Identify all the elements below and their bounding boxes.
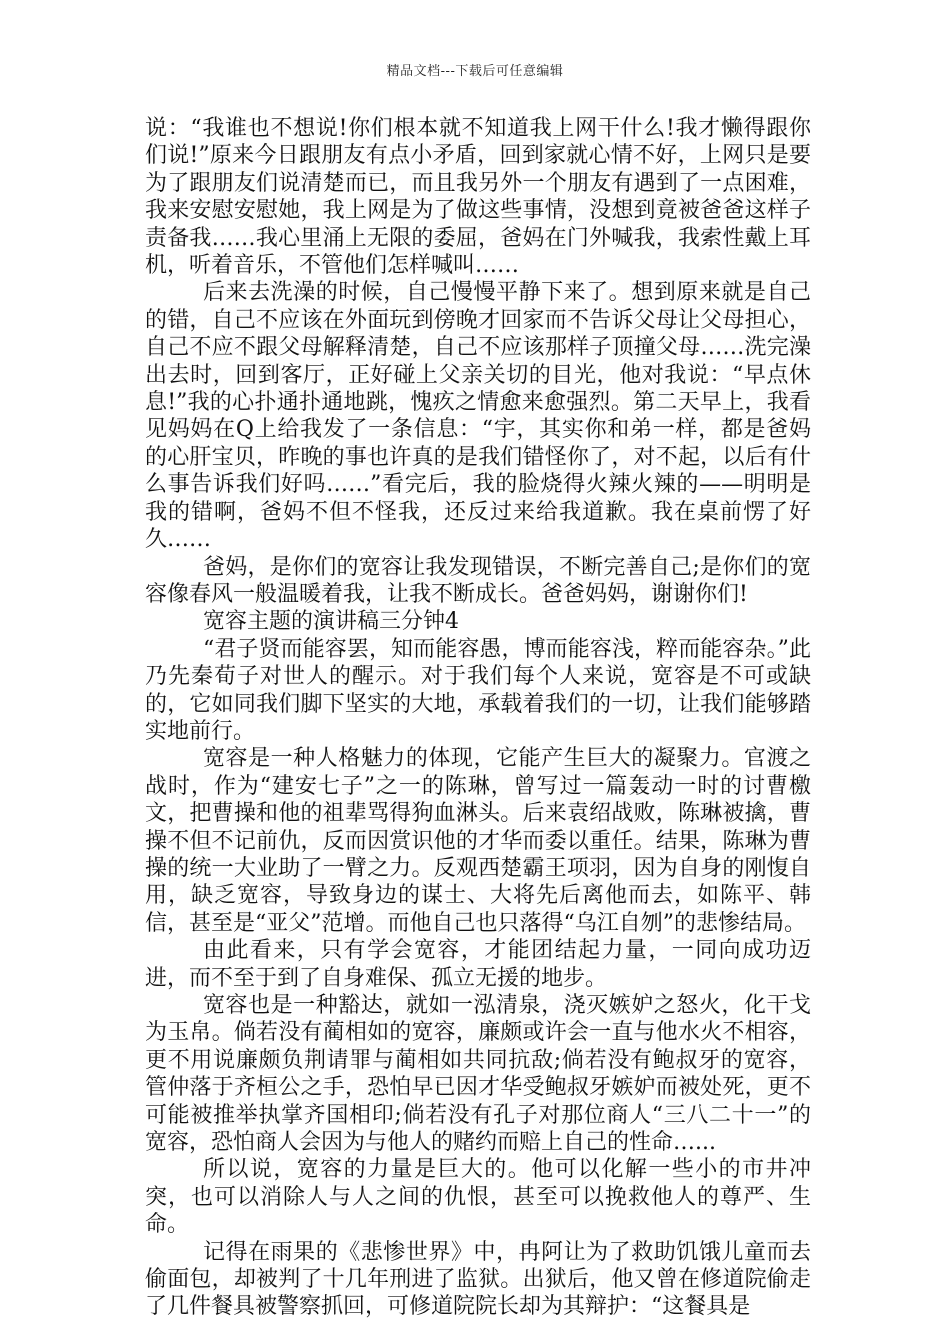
paragraph-4: “君子贤而能容罢，知而能容愚，博而能容浅，粹而能容杂。”此乃先秦荀子对世人的醒示。对于我们每个人来说，宽容是不可或缺的，它如同我们脚下坚实的大地，承载着我们的一切，让我们能够踏实地前行。 (145, 636, 811, 744)
paragraph-6: 由此看来，只有学会宽容，才能团结起力量，一同向成功迈进，而不至于到了自身难保、孤立无援的地步。 (145, 938, 811, 991)
section-heading: 宽容主题的演讲稿三分钟4 (203, 609, 459, 635)
paragraph-8: 所以说，宽容的力量是巨大的。他可以化解一些小的市井冲突，也可以消除人与人之间的仇恨，甚至可以挽救他人的尊严、生命。 (145, 1157, 811, 1238)
paragraph-9: 记得在雨果的《悲惨世界》中，冉阿让为了救助饥饿儿童而去偷面包，却被判了十几年刑进了监狱。出狱后，他又曾在修道院偷走了几件餐具被警察抓回，可修道院院长却为其辩护：“这餐具是 (145, 1239, 811, 1320)
paragraph-5: 宽容是一种人格魅力的体现，它能产生巨大的凝聚力。官渡之战时，作为“建安七子”之一的陈琳，曾写过一篇轰动一时的讨曹檄文，把曹操和他的祖辈骂得狗血淋头。后来袁绍战败，陈琳被擒，曹操不但不记前仇，反而因赏识他的才华而委以重任。结果，陈琳为曹操的统一大业助了一臂之力。反观西楚霸王项羽，因为自身的刚愎自用，缺乏宽容，导致身边的谋士、大将先后离他而去，如陈平、韩信，甚至是“亚父”范增。而他自己也只落得“乌江自刎”的悲惨结局。 (145, 746, 811, 936)
paragraph-1: 说：“我谁也不想说!你们根本就不知道我上网干什么!我才懒得跟你们说!”原来今日跟朋友有点小矛盾，回到家就心情不好，上网只是要为了跟朋友们说清楚而已，而且我另外一个朋友有遇到了一点困难，我来安慰安慰她，我上网是为了做这些事情，没想到竟被爸爸这样子责备我……我心里涌上无限的委屈，爸妈在门外喊我，我索性戴上耳机，听着音乐，不管他们怎样喊叫…… (145, 116, 811, 279)
page-header: 精品文档---下载后可任意编辑 (386, 64, 564, 79)
document-body (145, 115, 811, 1321)
paragraph-3: 爸妈，是你们的宽容让我发现错误，不断完善自己;是你们的宽容像春风一般温暖着我，让我不断成长。爸爸妈妈，谢谢你们! (145, 554, 811, 607)
paragraph-2: 后来去洗澡的时候，自己慢慢平静下来了。想到原来就是自己的错，自己不应该在外面玩到傍晚才回家而不告诉父母让父母担心，自己不应不跟父母解释清楚，自己不应该那样子顶撞父母……洗完澡出去时，回到客厅，正好碰上父亲关切的目光，他对我说：“早点休息!”我的心扑通扑通地跳，愧疚之情愈来愈强烈。第二天早上，我看见妈妈在Q上给我发了一条信息：“宇，其实你和弟一样，都是爸妈的心肝宝贝，昨晚的事也许真的是我们错怪你了，对不起，以后有什么事告诉我们好吗……”看完后，我的脸烧得火辣火辣的——明明是我的错啊，爸妈不但不怪我，还反过来给我道歉。我在桌前愣了好久…… (145, 280, 811, 553)
paragraph-7: 宽容也是一种豁达，就如一泓清泉，浇灭嫉妒之怒火，化干戈为玉帛。倘若没有蔺相如的宽容，廉颇或许会一直与他水火不相容，更不用说廉颇负荆请罪与蔺相如共同抗敌;倘若没有鲍叔牙的宽容，管仲落于齐桓公之手，恐怕早已因才华受鲍叔牙嫉妒而被处死，更不可能被推举执掌齐国相印;倘若没有孔子对那位商人“三八二十一”的宽容，恐怕商人会因为与他人的赌约而赔上自己的性命…... (145, 993, 811, 1156)
